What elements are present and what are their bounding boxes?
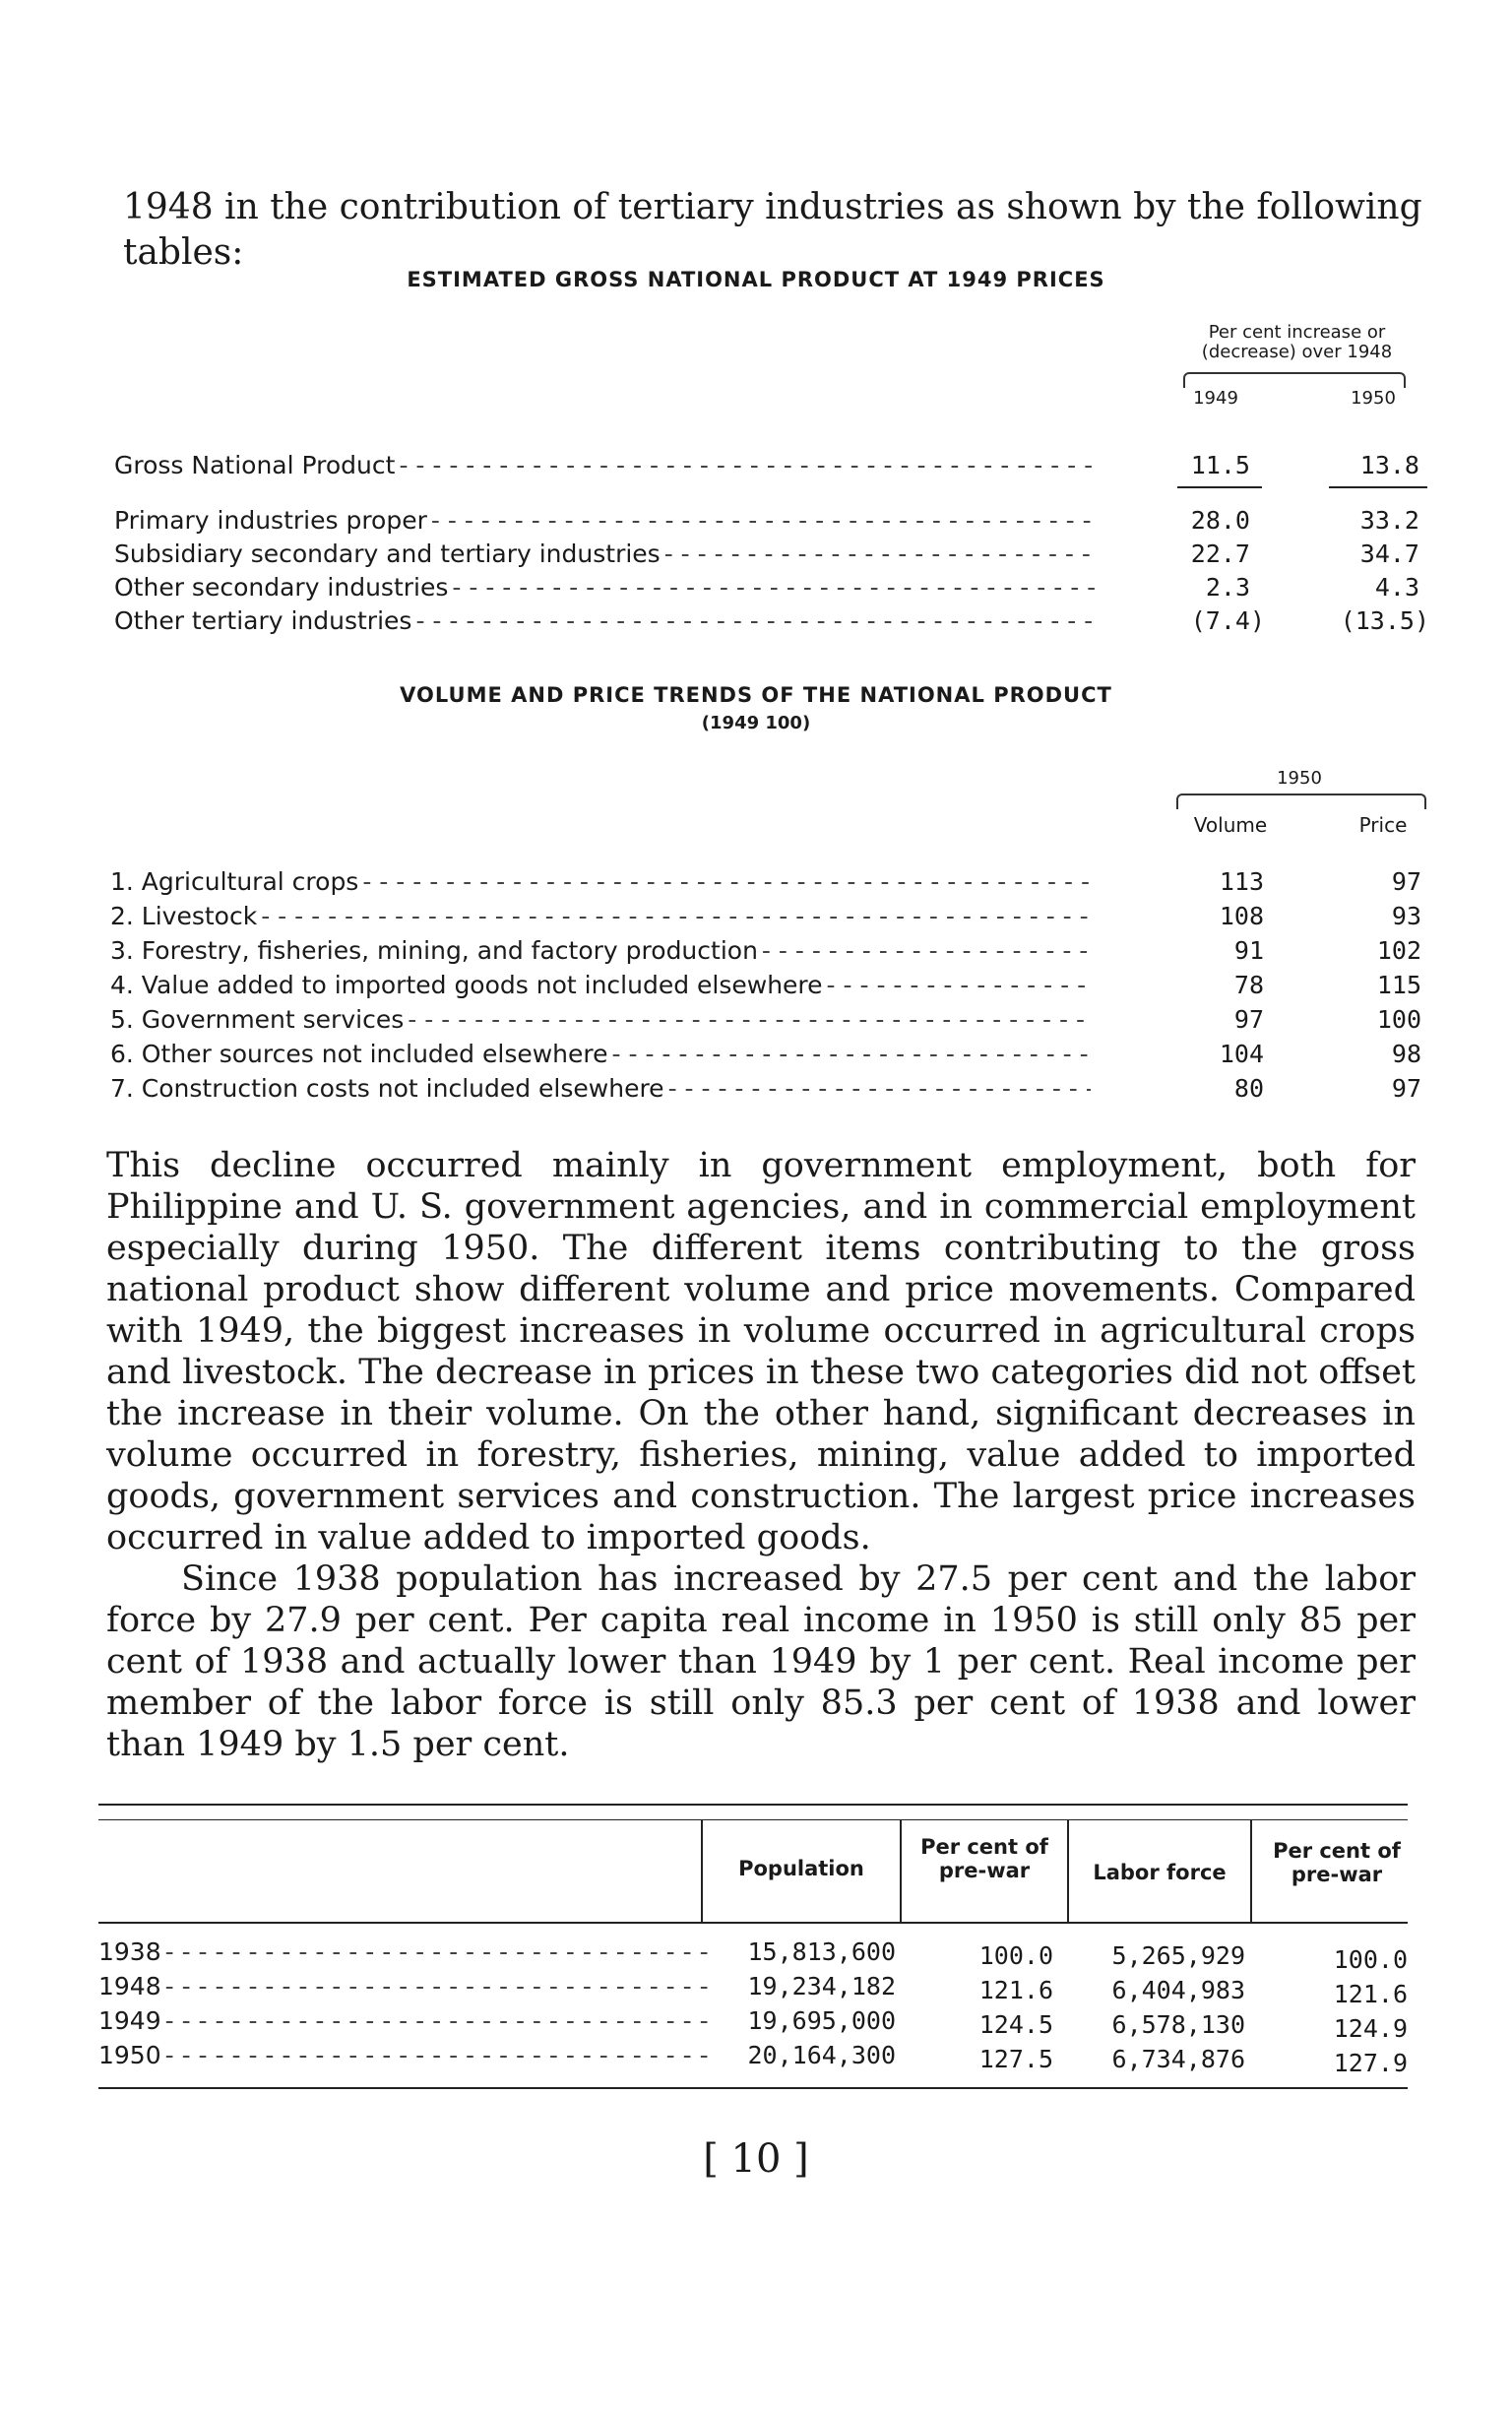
- t1-value-1950: 13.8: [1359, 451, 1419, 479]
- t2-volume: 80: [1233, 1074, 1264, 1103]
- table1-row: [114, 606, 1099, 640]
- t3-pop-pct: 127.5: [978, 2045, 1053, 2073]
- table2-row: [110, 1040, 1091, 1073]
- table1-header-group: Per cent increase or (decrease) over 1948: [1201, 322, 1393, 362]
- t1-value-1950: 33.2: [1359, 506, 1419, 535]
- t1-value-1949: 28.0: [1190, 506, 1250, 535]
- row-year: 1948: [98, 1972, 161, 2000]
- table3-header-labor: Labor force: [1093, 1861, 1227, 1884]
- row-label: 4. Value added to imported goods not included elsewhere: [110, 971, 823, 999]
- leader-dots: [827, 971, 1091, 999]
- t2-volume: 91: [1233, 936, 1264, 965]
- leader-dots: [165, 2041, 709, 2069]
- row-label: 5. Government services: [110, 1005, 405, 1034]
- leader-dots: [612, 1040, 1091, 1068]
- table1-row: [114, 573, 1099, 606]
- t2-price: 97: [1391, 867, 1421, 896]
- t3-population: 19,695,000: [747, 2006, 896, 2035]
- t2-price: 100: [1376, 1005, 1421, 1034]
- t1-value-1950: 34.7: [1359, 540, 1419, 568]
- intro-text: 1948 in the contribution of tertiary industries as shown by the following tables:: [123, 187, 1422, 273]
- row-label: 3. Forestry, fisheries, mining, and factory production: [110, 936, 758, 965]
- table1-col-1950: 1950: [1351, 388, 1396, 409]
- t2-volume: 108: [1219, 902, 1264, 930]
- t3-labor-pct: 100.0: [1333, 1945, 1408, 1974]
- t3-population: 20,164,300: [747, 2041, 896, 2069]
- table1-header-brace: [1183, 372, 1406, 388]
- leader-dots: [664, 540, 1099, 568]
- table2-row: [110, 1005, 1091, 1039]
- table2-col-price: Price: [1358, 813, 1408, 837]
- table3-row: [98, 2041, 709, 2074]
- table2-header-brace: [1176, 794, 1426, 809]
- table3-header-labor-pct: Per cent of pre-war: [1273, 1839, 1401, 1886]
- t3-labor: 6,578,130: [1111, 2010, 1245, 2039]
- row-year: 1950: [98, 2041, 161, 2069]
- table1-row: [114, 540, 1099, 573]
- t3-population: 15,813,600: [747, 1937, 896, 1966]
- row-label: Gross National Product: [114, 451, 396, 479]
- table3-top-rule: [98, 1804, 1408, 1806]
- table3-bottom-rule: [98, 2087, 1408, 2089]
- t2-volume: 97: [1233, 1005, 1264, 1034]
- t2-volume: 113: [1219, 867, 1264, 896]
- t1-value-1949: (7.4): [1190, 606, 1265, 635]
- table3-row: [98, 1972, 709, 2005]
- table1-col-1949: 1949: [1193, 388, 1238, 409]
- t3-labor: 6,404,983: [1111, 1976, 1245, 2004]
- table2-header-group: 1950: [1277, 768, 1322, 789]
- leader-dots: [399, 451, 1099, 479]
- t2-price: 93: [1391, 902, 1421, 930]
- leader-dots: [415, 606, 1099, 635]
- table2-row: [110, 1074, 1091, 1108]
- table2-row: [110, 902, 1091, 935]
- leader-dots: [408, 1005, 1091, 1034]
- table3-header-rule: [98, 1922, 1408, 1924]
- table2-subtitle: (1949 100): [701, 713, 811, 733]
- table2-row: [110, 867, 1091, 901]
- paragraph-2: Since 1938 population has increased by 27.5 per cent and the labor force by 27.9 per cent. Per capita real income in 1950 is still only 85 per cent of 1938 and actually lower than 1949 by 1 per cent. Real income per member of the labor force is still only 85.3 per cent of 1938 and lower than 1949 by 1.5 per cent.: [106, 1559, 1416, 1764]
- leader-dots: [261, 902, 1091, 930]
- leader-dots: [362, 867, 1091, 896]
- t1-value-1950: 4.3: [1374, 573, 1419, 602]
- row-label: 6. Other sources not included elsewhere: [110, 1040, 608, 1068]
- row-label: Subsidiary secondary and tertiary industries: [114, 540, 661, 568]
- row-label: Primary industries proper: [114, 506, 427, 535]
- t3-pop-pct: 121.6: [978, 1976, 1053, 2004]
- leader-dots: [762, 936, 1091, 965]
- row-label: 2. Livestock: [110, 902, 258, 930]
- underline-1950: [1329, 486, 1427, 488]
- t2-price: 115: [1376, 971, 1421, 999]
- table1-row: [114, 451, 1099, 484]
- leader-dots: [668, 1074, 1091, 1103]
- t3-pop-pct: 100.0: [978, 1941, 1053, 1970]
- t1-value-1949: 11.5: [1190, 451, 1250, 479]
- t3-labor-pct: 121.6: [1333, 1980, 1408, 2008]
- t3-labor-pct: 124.9: [1333, 2014, 1408, 2043]
- leader-dots: [431, 506, 1099, 535]
- t3-labor: 6,734,876: [1111, 2045, 1245, 2073]
- row-label: 7. Construction costs not included elsewhere: [110, 1074, 664, 1103]
- row-label: Other secondary industries: [114, 573, 449, 602]
- t2-price: 97: [1391, 1074, 1421, 1103]
- paragraph-1: This decline occurred mainly in government employment, both for Philippine and U. S. government agencies, and in commercial employment especially during 1950. The different items contributing to the gross national product show different volume and price movements. Compared with 1949, the biggest increases in volume occurred in agricultural crops and livestock. The decrease in prices in these two categories did not offset the increase in their volume. On the other hand, significant decreases in volume occurred in forestry, fisheries, mining, value added to imported goods, government services and construction. The largest price increases occurred in value added to imported goods.: [106, 1146, 1416, 1557]
- table2-row: [110, 936, 1091, 970]
- t1-value-1949: 22.7: [1190, 540, 1250, 568]
- table2-row: [110, 971, 1091, 1004]
- t3-population: 19,234,182: [747, 1972, 896, 2000]
- leader-dots: [165, 1972, 709, 2000]
- t3-labor-pct: 127.9: [1333, 2049, 1408, 2077]
- row-year: 1938: [98, 1937, 161, 1966]
- table3-row: [98, 2006, 709, 2040]
- leader-dots: [452, 573, 1099, 602]
- t2-price: 102: [1376, 936, 1421, 965]
- body-text: [106, 1145, 1416, 1765]
- t2-volume: 78: [1233, 971, 1264, 999]
- t1-value-1949: 2.3: [1205, 573, 1250, 602]
- table1-title: ESTIMATED GROSS NATIONAL PRODUCT AT 1949 PRICES: [407, 268, 1105, 291]
- table3-row: [98, 1937, 709, 1971]
- table3-header-pop-pct: Per cent of pre-war: [920, 1835, 1048, 1882]
- table3-top-rule-2: [98, 1819, 1408, 1820]
- t2-price: 98: [1391, 1040, 1421, 1068]
- page-number: [ 10 ]: [703, 2136, 809, 2182]
- table3-header-population: Population: [738, 1857, 864, 1880]
- t3-labor: 5,265,929: [1111, 1941, 1245, 1970]
- underline-1949: [1177, 486, 1262, 488]
- t1-value-1950: (13.5): [1340, 606, 1429, 635]
- t3-pop-pct: 124.5: [978, 2010, 1053, 2039]
- table2-title: VOLUME AND PRICE TRENDS OF THE NATIONAL PRODUCT: [400, 683, 1112, 707]
- row-label: Other tertiary industries: [114, 606, 412, 635]
- table2-col-volume: Volume: [1193, 813, 1268, 837]
- t2-volume: 104: [1219, 1040, 1264, 1068]
- leader-dots: [165, 2006, 709, 2035]
- leader-dots: [165, 1937, 709, 1966]
- table1-row: [114, 506, 1099, 540]
- row-year: 1949: [98, 2006, 161, 2035]
- row-label: 1. Agricultural crops: [110, 867, 359, 896]
